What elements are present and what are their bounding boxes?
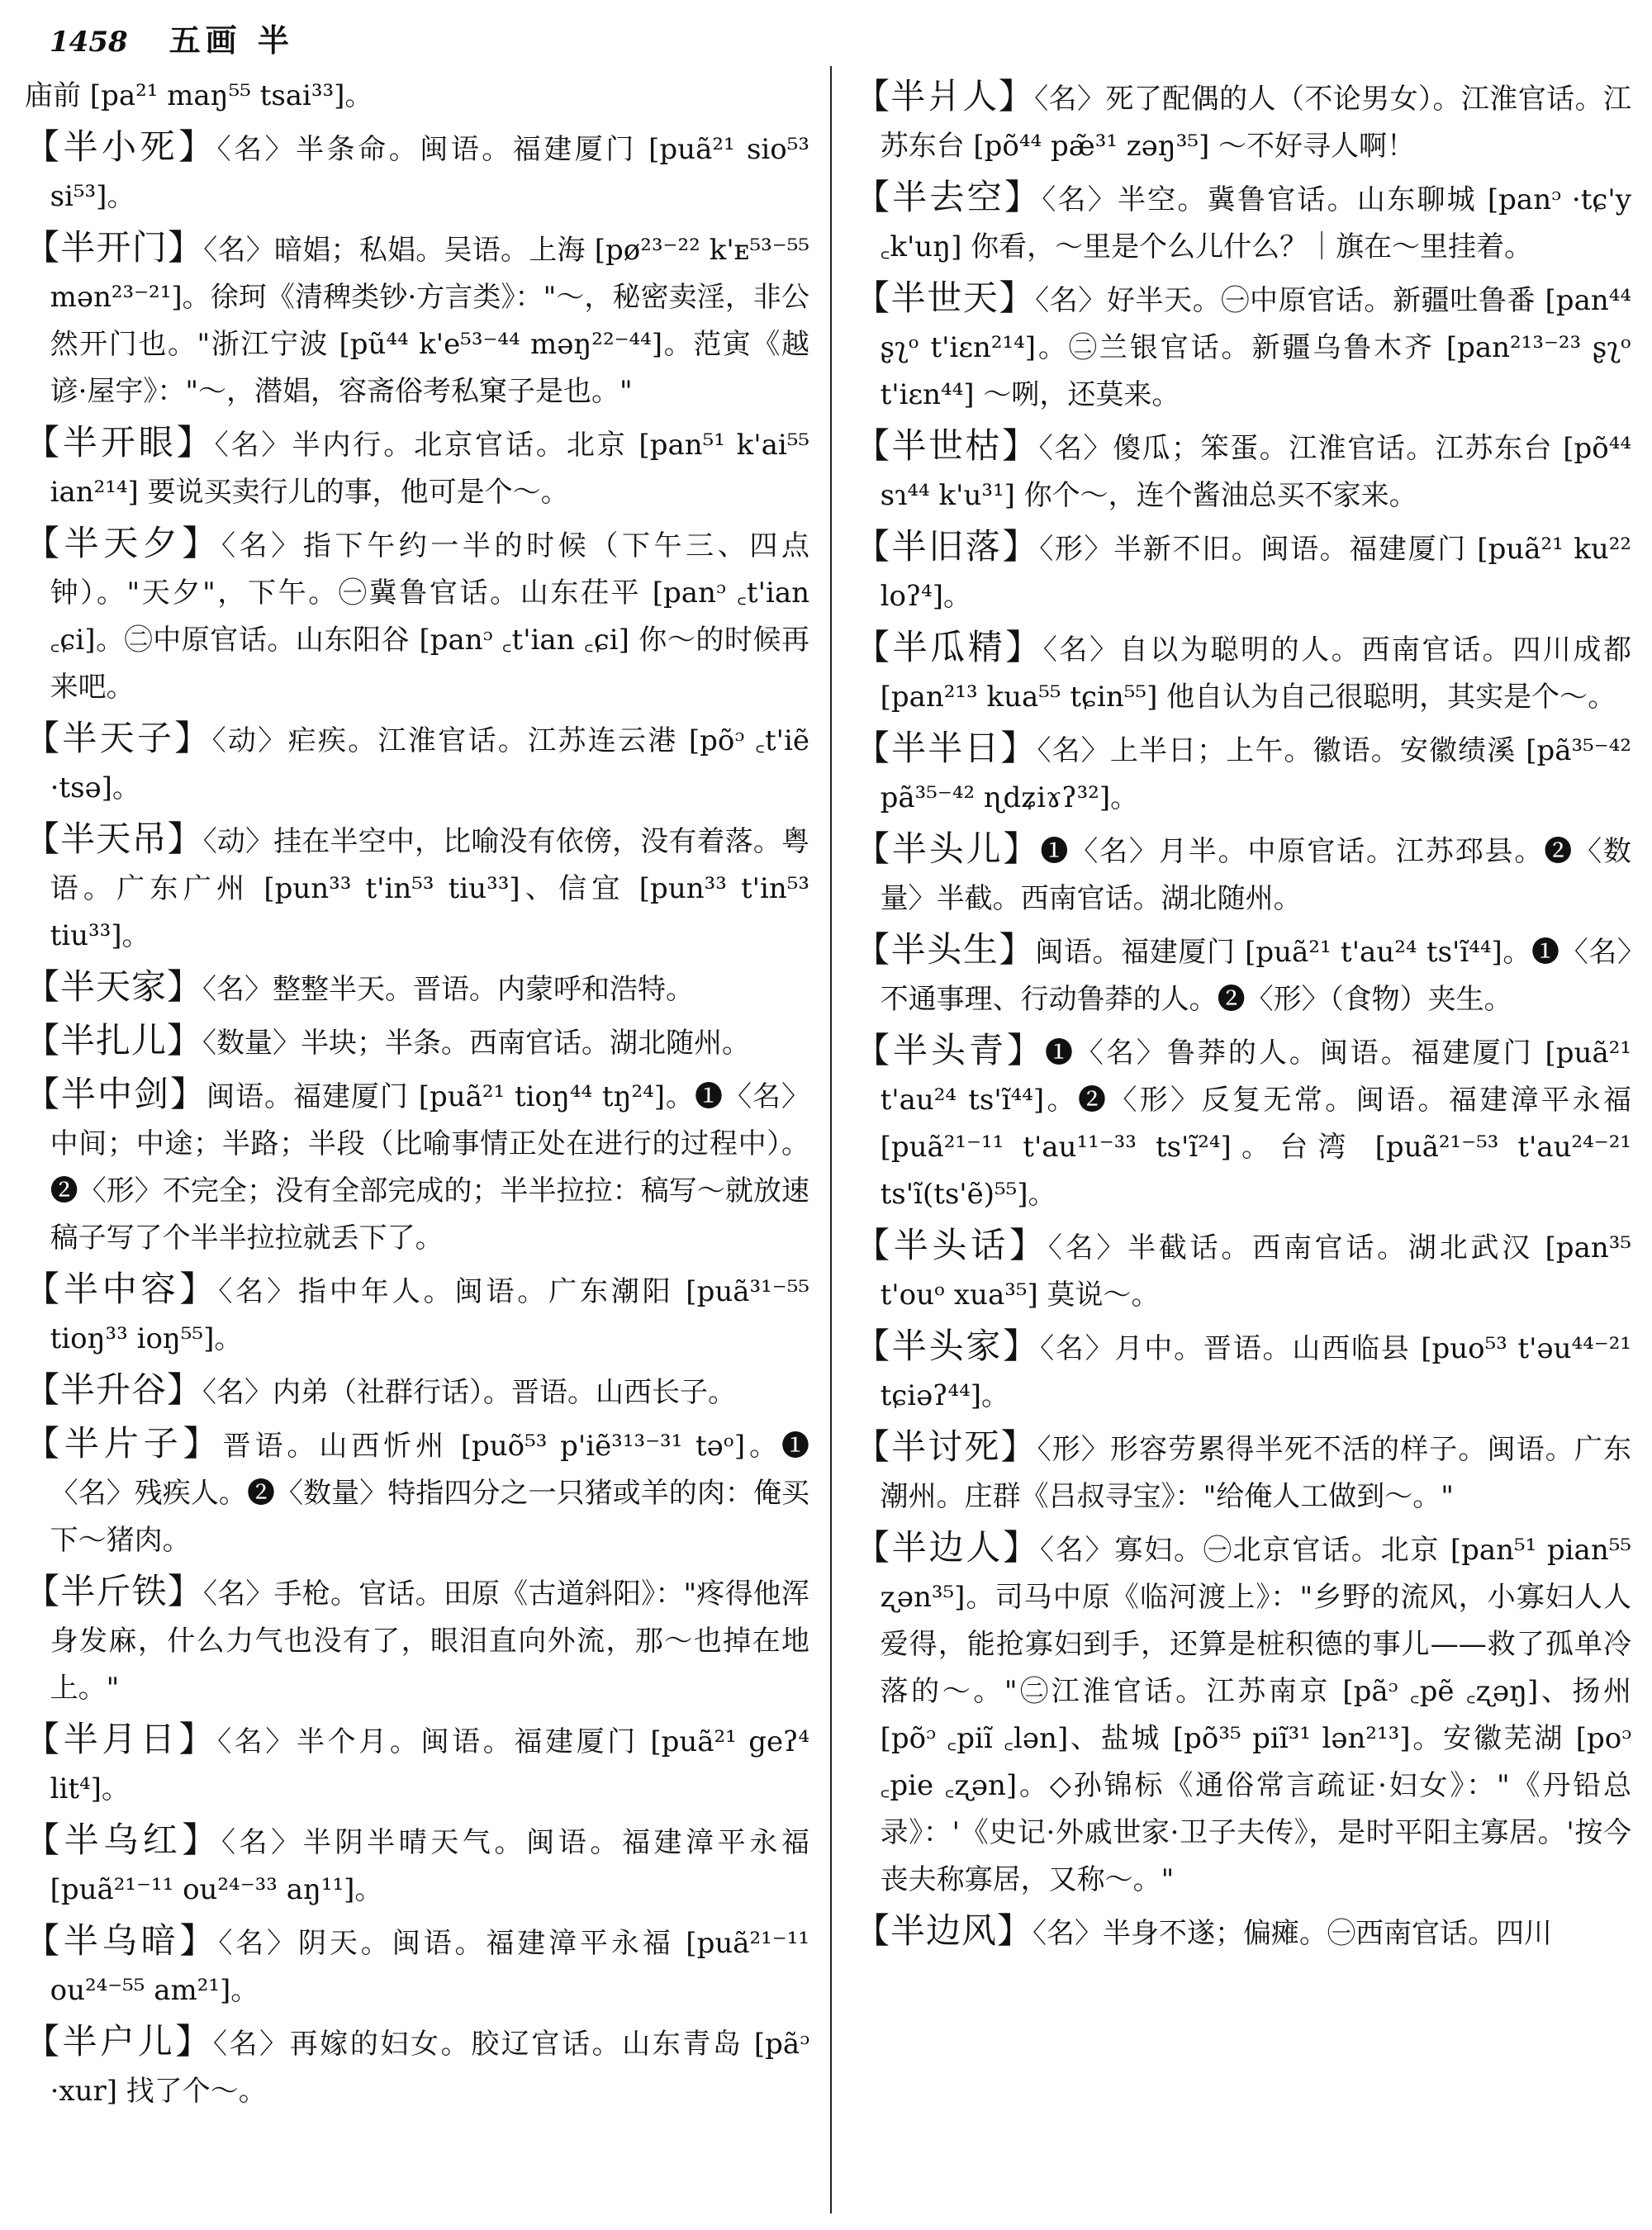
entry-headword: 【半头话】	[855, 1225, 1048, 1265]
entry-headword: 【半乌暗】	[25, 1920, 219, 1961]
entry-definition: 闽语。福建厦门 [puã²¹ tioŋ⁴⁴ tŋ²⁴]。❶〈名〉中间；中途；半路；半段（比喻事情正处在进行的过程中）。❷〈形〉不完全；没有全部完成的；半半拉拉：稿写～就放速稿子写了个半半拉拉就丢下了。	[50, 1080, 809, 1255]
entry-definition: 〈名〉暗娼；私娼。吴语。上海 [pø²³⁻²² k'ᴇ⁵³⁻⁵⁵ mən²³⁻²¹]。徐珂《清稗类钞·方言类》："～，秘密卖淫，非公然开门也。"浙江宁波 [pũ⁴⁴ k'e⁵³⁻⁴⁴ məŋ²²⁻⁴⁴]。范寅《越谚·屋宇》："～，潜娼，容斋俗考私窠子是也。"	[50, 234, 809, 408]
dictionary-entry	[855, 926, 1631, 1023]
dictionary-entry	[855, 724, 1631, 822]
entry-headword: 【半头家】	[855, 1326, 1041, 1366]
entry-headword: 【半边风】	[855, 1910, 1033, 1951]
entry-headword: 【半户儿】	[25, 2021, 213, 2062]
entry-headword: 【半边人】	[855, 1527, 1041, 1568]
entry-definition: 〈名〉半个月。闽语。福建厦门 [puã²¹ geʔ⁴ lit⁴]。	[50, 1725, 809, 1805]
entry-headword: 【半讨死】	[855, 1426, 1037, 1467]
entry-definition: 〈名〉再嫁的妇女。胶辽官话。山东青岛 [pãᵓ ·xur] 找了个～。	[50, 2028, 809, 2108]
dictionary-entry	[855, 523, 1631, 620]
dictionary-entry	[25, 1265, 809, 1363]
dictionary-entry	[25, 963, 809, 1013]
dictionary-entry	[855, 1027, 1631, 1218]
dictionary-entry	[25, 224, 809, 415]
page-number: 1458	[50, 26, 128, 59]
entry-headword: 【半天子】	[25, 718, 212, 758]
entry-definition: 闽语。福建厦门 [puã²¹ t'au²⁴ ts'ĩ⁴⁴]。❶〈名〉不通事理、行动鲁莽的人。❷〈形〉（食物）夹生。	[880, 936, 1631, 1016]
dictionary-entry	[855, 73, 1631, 170]
dictionary-entry	[855, 1222, 1631, 1319]
left-column	[25, 73, 809, 2220]
entry-headword: 【半世枯】	[855, 425, 1039, 466]
dictionary-entry	[855, 422, 1631, 520]
entry-definition: 〈形〉半新不旧。闽语。福建厦门 [puã²¹ ku²² loʔ⁴]。	[880, 533, 1631, 613]
dictionary-entry	[25, 1715, 809, 1813]
entry-definition: 〈动〉疟疾。江淮官话。江苏连云港 [põᵓ ꜀t'iẽ ·tsə]。	[50, 724, 809, 804]
entry-definition: ❶〈名〉鲁莽的人。闽语。福建厦门 [puã²¹ t'au²⁴ ts'ĩ⁴⁴]。❷〈形〉反复无常。闽语。福建漳平永福 [puã²¹⁻¹¹ t'au¹¹⁻³³ ts'ĩ²⁴]。台湾 [puã²¹⁻⁵³ t'au²⁴⁻²¹ ts'ĩ(ts'ẽ)⁵⁵]。	[880, 1037, 1631, 1211]
entry-definition: 〈数量〉半块；半条。西南官话。湖北随州。	[202, 1027, 751, 1060]
dictionary-entry	[25, 419, 809, 516]
entry-headword: 【半天夕】	[25, 523, 222, 563]
dictionary-entry	[25, 2018, 809, 2115]
entry-headword: 【半扎儿】	[25, 1020, 203, 1060]
entry-headword: 【半天吊】	[25, 818, 203, 859]
entry-definition: 〈名〉自以为聪明的人。西南官话。四川成都 [pan²¹³ kua⁵⁵ tɕin⁵⁵] 他自认为自己很聪明，其实是个～。	[880, 633, 1631, 714]
entry-definition: 〈名〉寡妇。㊀北京官话。北京 [pan⁵¹ pian⁵⁵ ʐən³⁵]。司马中原《临河渡上》："乡野的流风，小寡妇人人爱得，能抢寡妇到手，还算是桩积德的事儿——救了孤单冷落的～。"㊁江淮官话。江苏南京 [pãᵓ ꜀pẽ ꜀ʐəŋ]、扬州 [põᵓ ꜀piĩ ꜀lən]、盐城 [põ³⁵ piĩ³¹ lən²¹³]。安徽芜湖 [poᵓ ꜀pie ꜀ʐən]。◇孙锦标《通俗常言疏证·妇女》："《丹铅总录》：'《史记·外戚世家·卫子夫传》，是时平阳主寡居。'按今丧夫称寡居，又称～。"	[880, 1534, 1631, 1896]
entry-headword: 【半天家】	[25, 966, 203, 1007]
entry-definition: 〈动〉挂在半空中，比喻没有依傍，没有着落。粤语。广东广州 [pun³³ t'in⁵³ tiu³³]、信宜 [pun³³ t'in⁵³ tiu³³]。	[50, 825, 809, 952]
dictionary-entry	[855, 274, 1631, 419]
dictionary-entry	[25, 1917, 809, 2014]
entry-definition: 〈名〉傻瓜；笨蛋。江淮官话。江苏东台 [põ⁴⁴ sɿ⁴⁴ k'u³¹] 你个～，连个酱油总买不家来。	[880, 432, 1631, 512]
entry-headword: 【半爿人】	[855, 76, 1035, 116]
entry-definition: 〈名〉半条命。闽语。福建厦门 [puã²¹ sio⁵³ si⁵³]。	[50, 133, 809, 213]
entry-definition: 〈形〉形容劳累得半死不活的样子。闽语。广东潮州。庄群《吕叔寻宝》："给俺人工做到～。"	[880, 1433, 1631, 1513]
right-column	[855, 73, 1631, 2220]
entry-headword: 【半开门】	[25, 227, 204, 268]
dictionary-entry	[855, 624, 1631, 721]
entry-headword: 【半月日】	[25, 1719, 218, 1759]
entry-definition: 〈名〉半阴半晴天气。闽语。福建漳平永福 [puã²¹⁻¹¹ ou²⁴⁻³³ aŋ¹¹]。	[50, 1826, 809, 1906]
dictionary-entry	[855, 1524, 1631, 1904]
dictionary-entry	[25, 1366, 809, 1416]
page-header	[50, 15, 1602, 68]
dictionary-entry	[25, 815, 809, 960]
dictionary-entry	[25, 123, 809, 221]
entry-headword: 【半头生】	[855, 929, 1036, 970]
entry-headword: 【半斤铁】	[25, 1571, 203, 1611]
entry-definition: 〈名〉整整半天。晋语。内蒙呼和浩特。	[202, 973, 695, 1006]
running-head: 五画 半	[169, 21, 294, 59]
entry-headword: 【半开眼】	[25, 422, 215, 463]
entry-headword: 【半小死】	[25, 126, 217, 167]
dictionary-entry	[855, 173, 1631, 271]
dictionary-entry	[855, 1907, 1631, 1957]
entry-headword: 【半乌红】	[25, 1820, 222, 1860]
dictionary-entry	[855, 1423, 1631, 1521]
dictionary-entry	[25, 1568, 809, 1712]
entry-definition: ❶〈名〉月半。中原官话。江苏邳县。❷〈数量〉半截。西南官话。湖北随州。	[880, 835, 1631, 915]
column-divider	[830, 66, 832, 2213]
entry-definition: 〈名〉指下午约一半的时候（下午三、四点钟）。"天夕"，下午。㊀冀鲁官话。山东茌平 [panᵓ ꜀t'ian ꜀ɕi]。㊁中原官话。山东阳谷 [panᵓ ꜀t'ian ꜀ɕi] 你～的时候再来吧。	[50, 529, 809, 704]
dictionary-entry	[855, 1322, 1631, 1420]
dictionary-entry	[855, 825, 1631, 923]
entry-definition: 〈名〉好半天。㊀中原官话。新疆吐鲁番 [pan⁴⁴ ʂʅᵒ t'iɛn²¹⁴]。㊁兰银官话。新疆乌鲁木齐 [pan²¹³⁻²³ ʂʅᵒ t'iɛn⁴⁴] ～咧，还莫来。	[880, 284, 1631, 411]
entry-headword: 【半头儿】	[855, 828, 1041, 869]
dictionary-entry	[25, 73, 809, 120]
entry-headword: 【半瓜精】	[855, 627, 1043, 667]
entry-definition: 庙前 [pa²¹ maŋ⁵⁵ tsai³³]。	[25, 79, 373, 112]
dictionary-entry	[25, 1070, 809, 1262]
dictionary-entry	[25, 1816, 809, 1914]
entry-headword: 【半中容】	[25, 1269, 219, 1309]
dictionary-entry	[25, 714, 809, 812]
entry-definition: 〈名〉半空。冀鲁官话。山东聊城 [panᵓ ·tɕ'y ꜀k'uŋ] 你看，～里是个么儿什么？｜旗在～里挂着。	[880, 183, 1631, 263]
entry-headword: 【半升谷】	[25, 1369, 203, 1410]
dictionary-entry	[25, 1017, 809, 1067]
entry-definition: 〈名〉手枪。官话。田原《古道斜阳》："疼得他浑身发麻，什么力气也没有了，眼泪直向外流，那～也掉在地上。"	[50, 1578, 809, 1705]
entry-definition: 〈名〉指中年人。闽语。广东潮阳 [puã³¹⁻⁵⁵ tioŋ³³ ioŋ⁵⁵]。	[50, 1275, 809, 1355]
dictionary-entry	[25, 520, 809, 711]
entry-definition: 〈名〉半身不遂；偏瘫。㊀西南官话。四川	[1032, 1917, 1553, 1950]
entry-headword: 【半中剑】	[25, 1074, 206, 1114]
entry-definition: 〈名〉半内行。北京官话。北京 [pan⁵¹ k'ai⁵⁵ ian²¹⁴] 要说买卖行儿的事，他可是个～。	[50, 429, 809, 509]
entry-definition: 〈名〉半截话。西南官话。湖北武汉 [pan³⁵ t'ouᵒ xua³⁵] 莫说～。	[880, 1231, 1631, 1312]
entry-definition: 〈名〉月中。晋语。山西临县 [puo⁵³ t'əu⁴⁴⁻²¹ tɕiəʔ⁴⁴]。	[880, 1332, 1631, 1412]
entry-headword: 【半头青】	[855, 1030, 1045, 1070]
entry-headword: 【半去空】	[855, 177, 1042, 217]
entry-definition: 〈名〉阴天。闽语。福建漳平永福 [puã²¹⁻¹¹ ou²⁴⁻⁵⁵ am²¹]。	[50, 1927, 809, 2007]
entry-headword: 【半旧落】	[855, 526, 1040, 567]
entry-headword: 【半半日】	[855, 728, 1037, 768]
dictionary-entry	[25, 1420, 809, 1564]
entry-definition: 〈名〉死了配偶的人（不论男女）。江淮官话。江苏东台 [põ⁴⁴ pæ̃³¹ zəŋ³⁵] ～不好寻人啊！	[880, 83, 1631, 163]
entry-headword: 【半片子】	[25, 1423, 223, 1464]
entry-definition: 〈名〉内弟（社群行话）。晋语。山西长子。	[202, 1376, 737, 1409]
entry-definition: 晋语。山西忻州 [puõ⁵³ p'iẽ³¹³⁻³¹ təᵒ]。❶〈名〉残疾人。❷〈数量〉特指四分之一只猪或羊的肉：俺买下～猪肉。	[50, 1430, 809, 1557]
entry-definition: 〈名〉上半日；上午。徽语。安徽绩溪 [pã³⁵⁻⁴² pã³⁵⁻⁴² ɳdʑiɤʔ³²]。	[880, 734, 1631, 814]
entry-headword: 【半世天】	[855, 278, 1036, 318]
